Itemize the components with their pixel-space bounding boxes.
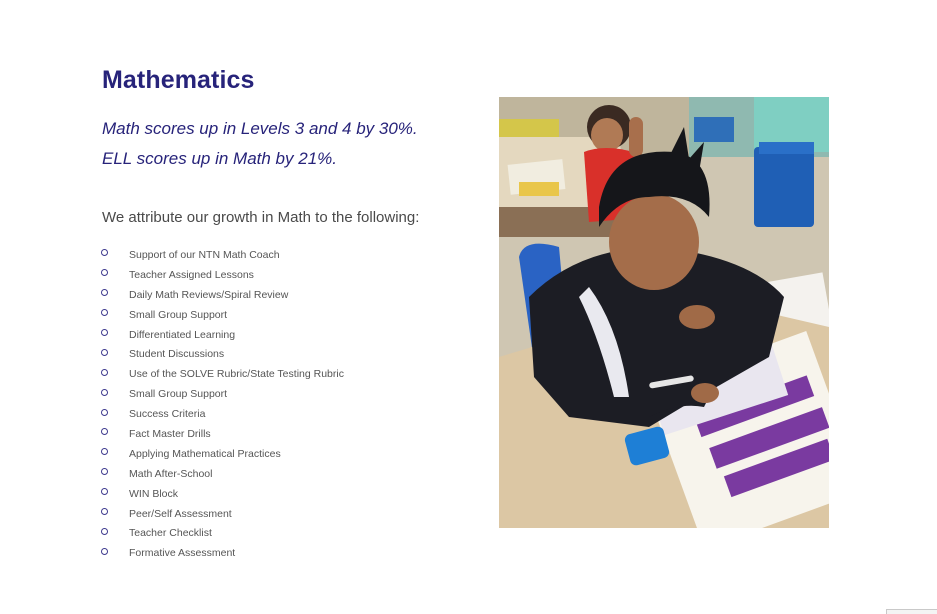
circle-bullet-icon [101, 349, 108, 356]
list-item-label: Differentiated Learning [129, 328, 236, 341]
highlight-math-levels: Math scores up in Levels 3 and 4 by 30%. [102, 119, 418, 138]
list-item-label: Applying Mathematical Practices [129, 447, 281, 460]
list-item [100, 245, 344, 265]
circle-bullet-icon [101, 409, 108, 416]
circle-bullet-icon [101, 249, 108, 256]
list-item-label: Small Group Support [129, 308, 228, 321]
circle-bullet-icon [101, 528, 108, 535]
circle-bullet-icon [101, 389, 108, 396]
circle-bullet-icon [101, 309, 108, 316]
list-item-label: Teacher Checklist [129, 527, 212, 540]
circle-bullet-icon [101, 269, 108, 276]
list-item [100, 464, 344, 484]
circle-bullet-icon [101, 428, 108, 435]
list-item [100, 285, 344, 305]
circle-bullet-icon [101, 508, 108, 515]
growth-factors-list [100, 245, 344, 563]
circle-bullet-icon [101, 448, 108, 455]
list-item-label: Small Group Support [129, 388, 228, 401]
list-item-label: Peer/Self Assessment [129, 507, 232, 520]
list-item-label: Daily Math Reviews/Spiral Review [129, 288, 289, 301]
list-item-label: Math After-School [129, 467, 213, 480]
list-item [100, 543, 344, 563]
list-item [100, 523, 344, 543]
circle-bullet-icon [101, 329, 108, 336]
list-item-label: Success Criteria [129, 408, 206, 421]
list-item [100, 424, 344, 444]
list-item-label: Use of the SOLVE Rubric/State Testing Rubric [129, 368, 344, 381]
circle-bullet-icon [101, 289, 108, 296]
highlight-ell-scores: ELL scores up in Math by 21%. [102, 149, 337, 168]
list-item-label: WIN Block [129, 487, 179, 500]
list-item-label: Student Discussions [129, 348, 225, 361]
classroom-photo [499, 97, 829, 528]
list-item [100, 484, 344, 504]
list-item [100, 344, 344, 364]
page-corner-tab [886, 609, 937, 614]
circle-bullet-icon [101, 369, 108, 376]
list-item [100, 504, 344, 524]
list-item [100, 444, 344, 464]
list-item-label: Teacher Assigned Lessons [129, 268, 254, 281]
list-item-label: Support of our NTN Math Coach [129, 248, 280, 261]
list-item [100, 364, 344, 384]
list-item [100, 384, 344, 404]
circle-bullet-icon [101, 488, 108, 495]
list-item [100, 265, 344, 285]
list-item-label: Fact Master Drills [129, 427, 211, 440]
intro-text: We attribute our growth in Math to the following: [102, 209, 420, 226]
list-item [100, 404, 344, 424]
circle-bullet-icon [101, 468, 108, 475]
circle-bullet-icon [101, 548, 108, 555]
list-item [100, 325, 344, 345]
list-item [100, 305, 344, 325]
page-title: Mathematics [102, 66, 255, 94]
list-item-label: Formative Assessment [129, 547, 236, 560]
